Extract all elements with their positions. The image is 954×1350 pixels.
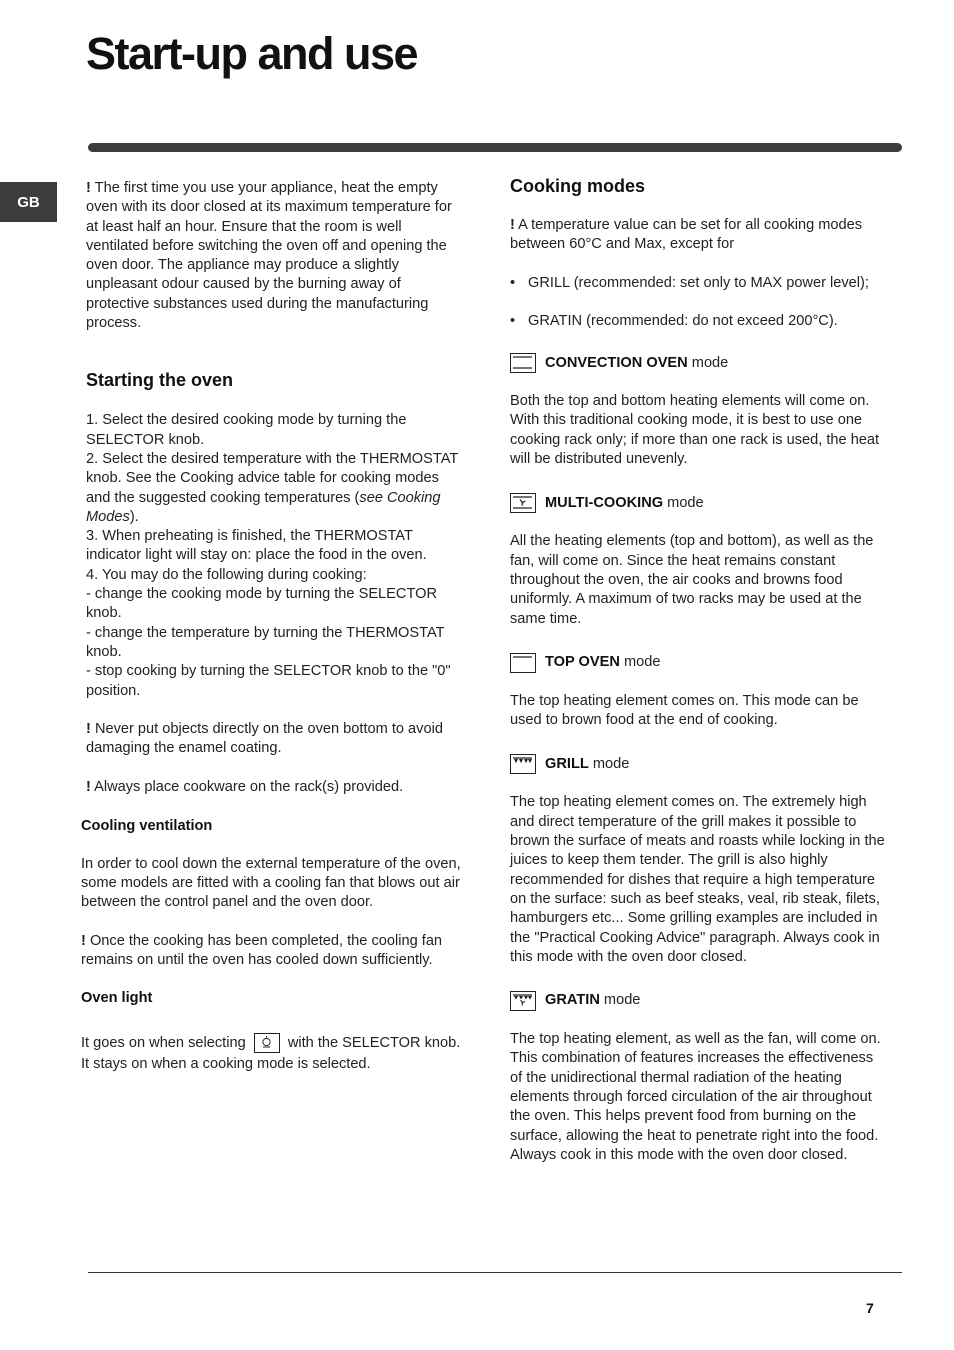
mode-description: All the heating elements (top and bottom), as well as the fan, will come on. Since the heat remains constant throughout the oven, the air cooks and browns food uniformly. A maximum of two racks may be used at the same time. — [510, 533, 874, 627]
mode-gratin — [510, 989, 888, 1165]
intro-paragraph — [86, 179, 466, 333]
warning-cookware-text: Always place cookware on the rack(s) provided. — [94, 779, 404, 796]
grill-icon — [510, 754, 536, 774]
step-1: 1. Select the desired cooking mode by turning the SELECTOR knob. — [86, 412, 407, 448]
cooking-modes-intro-text: A temperature value can be set for all cooking modes between 60°C and Max, except for — [510, 217, 863, 253]
gratin-icon — [510, 991, 536, 1011]
mode-name: MULTI-COOKING — [545, 494, 664, 511]
warning-cookware — [86, 778, 466, 797]
warning-mark: ! — [86, 721, 91, 738]
step-2-end: ). — [129, 508, 139, 525]
mode-name: CONVECTION OVEN — [545, 354, 688, 371]
step-4a: - change the cooking mode by turning the SELECTOR knob. — [86, 586, 437, 622]
cooling-ventilation-text: In order to cool down the external temperature of the oven, some models are fitted with a cooling fan that blows out air between the control panel and the oven door. — [81, 855, 461, 911]
mode-description: The top heating element comes on. This mode can be used to brown food at the end of cooking. — [510, 692, 859, 729]
mode-suffix: mode — [592, 755, 630, 772]
cooling-warning-text: Once the cooking has been completed, the cooling fan remains on until the oven has cooled down sufficiently. — [81, 932, 443, 969]
mode-suffix: mode — [691, 354, 729, 371]
multi-cooking-icon — [510, 493, 536, 513]
mode-suffix: mode — [667, 494, 704, 511]
page-number: 7 — [866, 1300, 874, 1316]
language-tab: GB — [0, 182, 57, 222]
starting-steps — [86, 411, 466, 700]
warning-mark: ! — [510, 217, 515, 233]
top-oven-icon — [510, 653, 536, 673]
right-column — [510, 175, 888, 1165]
intro-text: The first time you use your appliance, heat the empty oven with its door closed at its maximum temperature for at least half an hour. Ensure that the room is well ventilated before switching the oven off and opening the oven door. The appliance may produce a slightly unpleasant odour caused by the burning away of protective substances used during the manufacturing process. — [86, 180, 452, 332]
oven-light-icon — [254, 1033, 280, 1053]
cooling-ventilation-heading: Cooling ventilation — [81, 818, 213, 835]
convection-oven-icon — [510, 353, 536, 373]
mode-convection-oven — [510, 351, 888, 469]
step-2-reference: see Cooking Modes — [86, 489, 441, 525]
step-4c: - stop cooking by turning the SELECTOR knob to the "0" position. — [86, 663, 451, 699]
warning-enamel — [86, 720, 466, 759]
starting-oven-heading: Starting the oven — [86, 370, 234, 391]
list-item: • GRATIN (recommended: do not exceed 200°C). — [510, 312, 888, 331]
step-2-text: 2. Select the desired temperature with the THERMOSTAT knob. See the Cooking advice table for cooking modes and the suggested cooking temperatures ( — [86, 450, 459, 506]
warning-enamel-text: Never put objects directly on the oven bottom to avoid damaging the enamel coating. — [86, 721, 443, 757]
header-rule — [88, 143, 902, 152]
mode-suffix: mode — [623, 654, 661, 671]
left-column — [81, 179, 466, 1075]
oven-light-text-end: with the SELECTOR knob. It stays on when a cooking mode is selected. — [81, 1034, 461, 1072]
mode-grill — [510, 752, 888, 967]
warning-mark: ! — [81, 932, 86, 949]
exceptions-list — [510, 274, 888, 332]
step-4: 4. You may do the following during cooking: — [86, 566, 367, 583]
mode-top-oven — [510, 651, 888, 731]
step-2 — [86, 450, 466, 527]
oven-light-text — [81, 1033, 466, 1075]
page-title: Start-up and use — [86, 28, 418, 79]
warning-mark: ! — [86, 779, 91, 796]
list-item: • GRILL (recommended: set only to MAX power level); — [510, 274, 888, 293]
step-4b: - change the temperature by turning the THERMOSTAT knob. — [86, 624, 445, 660]
cooking-modes-heading: Cooking modes — [510, 176, 646, 196]
footer-rule — [88, 1272, 902, 1273]
mode-name: TOP OVEN — [545, 654, 620, 671]
cooking-modes-intro — [510, 216, 888, 255]
mode-name: GRATIN — [545, 992, 600, 1009]
mode-name: GRILL — [545, 755, 589, 772]
step-3: 3. When preheating is finished, the THERMOSTAT indicator light will stay on: place the food in the oven. — [86, 528, 427, 564]
mode-description: Both the top and bottom heating elements will come on. With this traditional cooking mode, it is best to use one cooking rack only; if more than one rack is used, the heat will be distributed unevenly. — [510, 393, 880, 468]
oven-light-heading: Oven light — [81, 990, 153, 1007]
warning-mark: ! — [86, 180, 91, 196]
mode-suffix: mode — [603, 992, 641, 1009]
mode-description: The top heating element, as well as the fan, will come on. This combination of features increases the effectiveness of the unidirectional thermal radiation of the heating elements through forced circulation of the air throughout the oven. This helps prevent food from burning on the surface, allowing the heat to penetrate right into the food. Always cook in this mode with the oven door closed. — [510, 1031, 881, 1163]
oven-light-text-start: It goes on when selecting — [81, 1034, 246, 1051]
mode-multi-cooking — [510, 491, 888, 628]
mode-description: The top heating element comes on. The extremely high and direct temperature of the grill makes it possible to brown the surface of meats and roasts while locking in the juices to keep them tender. The grill is also highly recommended for dishes that require a high temperature on the surface: such as beef steaks, veal, rib steak, filets, hamburgers etc... Some grilling examples are included in the "Practical Cooking Advice" paragraph. Always cook in this mode with the oven door closed. — [510, 794, 885, 965]
cooling-warning — [81, 932, 466, 971]
